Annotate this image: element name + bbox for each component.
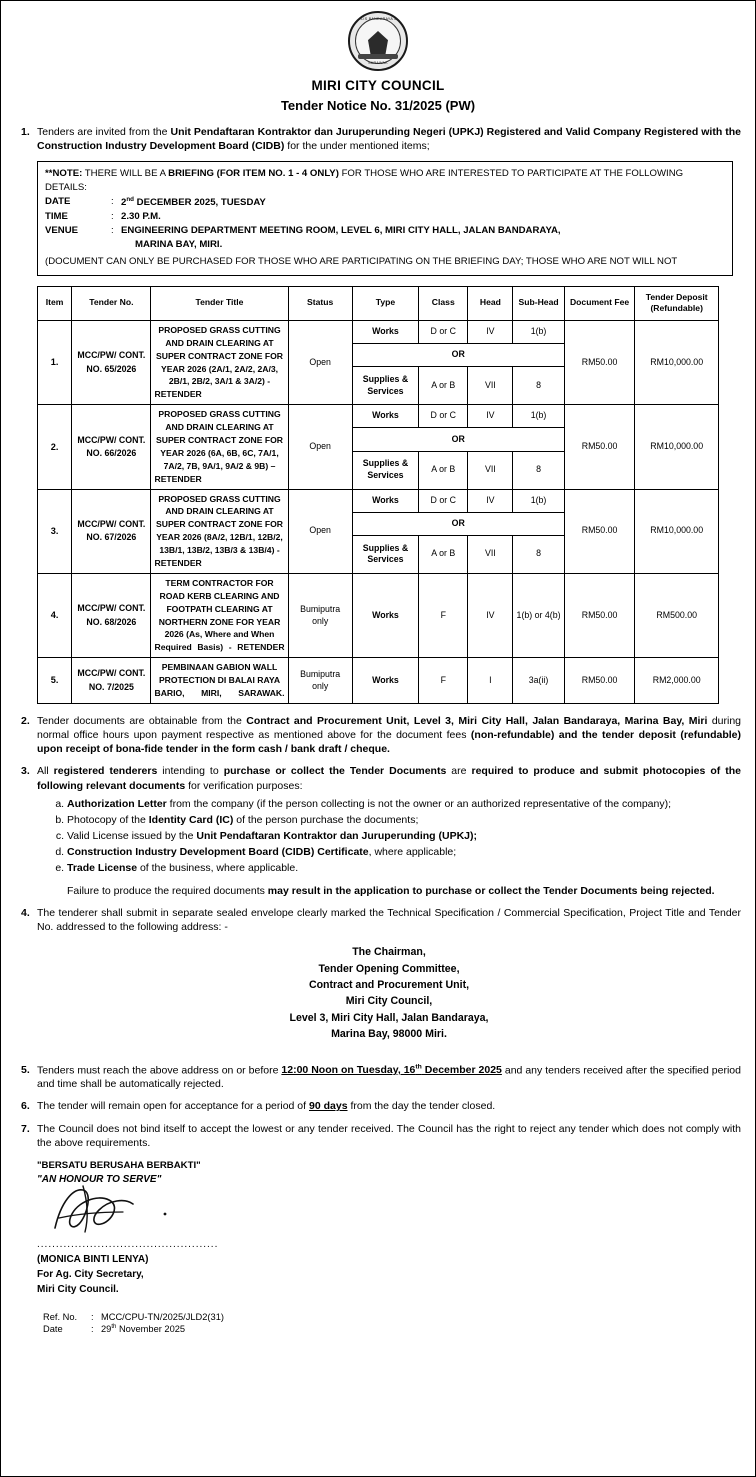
col-class: Class bbox=[419, 286, 468, 320]
reference-block bbox=[43, 1311, 741, 1336]
tender-items-table bbox=[37, 286, 719, 704]
row3-type-2: Supplies & Services bbox=[352, 535, 418, 573]
row3-item: 3. bbox=[38, 489, 72, 573]
clause-3-intro bbox=[37, 764, 741, 792]
failure-text: Failure to produce the required documents bbox=[67, 884, 268, 897]
row4-subhead: 1(b) or 4(b) bbox=[513, 573, 564, 657]
row3-type-1: Works bbox=[352, 489, 418, 512]
row4-class: F bbox=[419, 573, 468, 657]
table-row bbox=[38, 405, 719, 428]
row4-deposit: RM500.00 bbox=[635, 573, 719, 657]
row1-tender-no: MCC/PW/ CONT. NO. 65/2026 bbox=[72, 320, 151, 404]
row5-head: I bbox=[468, 658, 513, 704]
row4-title: TERM CONTRACTOR FOR ROAD KERB CLEARING AND FOOTPATH CLEARING AT NORTHERN ZONE FOR YEAR 2026 (As, Where and When Required Basis) - RETENDER bbox=[151, 573, 288, 657]
clause-2-bold-a: Contract and Procurement Unit, Level 3, Miri City Hall, Jalan Bandaraya, Marina Bay, Miri bbox=[246, 714, 708, 727]
clause-6-t2: from the day the tender closed. bbox=[347, 1100, 496, 1113]
council-logo-wrap bbox=[15, 11, 741, 71]
row5-title: PEMBINAAN GABION WALL PROTECTION DI BALAI RAYA BARIO, MIRI, SARAWAK. bbox=[151, 658, 288, 704]
doc-e-rest: of the business, where applicable. bbox=[137, 862, 299, 875]
clause-5-t1: Tenders must reach the above address on or before bbox=[37, 1064, 282, 1077]
date-colon: : bbox=[91, 1324, 94, 1335]
table-row bbox=[38, 489, 719, 512]
note-time-label: TIME bbox=[45, 211, 68, 223]
row2-status: Open bbox=[288, 405, 352, 489]
signatory-title-2: Miri City Council. bbox=[37, 1283, 119, 1295]
clause-1-text-b: for the under mentioned items; bbox=[284, 139, 430, 152]
clause-3-failure-note bbox=[67, 884, 741, 898]
council-seal-icon bbox=[348, 11, 408, 71]
row4-fee: RM50.00 bbox=[564, 573, 635, 657]
row1-type-1: Works bbox=[352, 320, 418, 343]
note-date-sup: nd bbox=[126, 195, 134, 203]
failure-bold: may result in the application to purchase or collect the Tender Documents being rejected. bbox=[267, 884, 715, 897]
clause-3-number: 3. bbox=[21, 765, 30, 778]
row5-status: Bumiputra only bbox=[288, 658, 352, 704]
row2-type-1: Works bbox=[352, 405, 418, 428]
clause-1-text-a: Tenders are invited from the bbox=[37, 125, 171, 138]
clause-3-t3: are bbox=[446, 765, 472, 778]
seal-bottom-text: SARAWAK bbox=[368, 61, 388, 66]
clause-4-number: 4. bbox=[21, 906, 30, 919]
clause-6-t1: The tender will remain open for acceptance for a period of bbox=[37, 1100, 309, 1113]
signatory-title-1: For Ag. City Secretary, bbox=[37, 1268, 144, 1280]
row4-head: IV bbox=[468, 573, 513, 657]
address-line-1: The Chairman, bbox=[352, 946, 426, 959]
table-header-row bbox=[38, 286, 719, 320]
row1-head-2: VII bbox=[468, 367, 513, 405]
submission-address bbox=[37, 944, 741, 1042]
clause-2-text-a: Tender documents are obtainable from the bbox=[37, 714, 247, 727]
clause-3-t1: All bbox=[37, 765, 54, 778]
col-head: Head bbox=[468, 286, 513, 320]
reference-row bbox=[43, 1311, 741, 1324]
list-item bbox=[67, 861, 741, 875]
list-item bbox=[67, 845, 741, 859]
row2-class-1: D or C bbox=[419, 405, 468, 428]
col-subhead: Sub-Head bbox=[513, 286, 564, 320]
clause-2-bold-b: (non-refundable) and the tender deposit (refundable) upon receipt of bona-fide tender in the form cash / bank draft / cheque. bbox=[37, 729, 741, 756]
clause-3-b2: purchase or collect the Tender Documents bbox=[223, 765, 447, 778]
row3-head-1: IV bbox=[468, 489, 513, 512]
col-tender-deposit: Tender Deposit (Refundable) bbox=[635, 286, 719, 320]
row2-fee: RM50.00 bbox=[564, 405, 635, 489]
date-value-pre: 29 bbox=[101, 1324, 112, 1335]
row3-fee: RM50.00 bbox=[564, 489, 635, 573]
row1-fee: RM50.00 bbox=[564, 320, 635, 404]
note-time-colon: : bbox=[111, 211, 114, 223]
row3-subhead-1: 1(b) bbox=[513, 489, 564, 512]
clause-1-number: 1. bbox=[21, 125, 30, 138]
row5-subhead: 3a(ii) bbox=[513, 658, 564, 704]
date-value-sup: th bbox=[111, 1324, 117, 1331]
row5-tender-no: MCC/PW/ CONT. NO. 7/2025 bbox=[72, 658, 151, 704]
doc-c-pre: Valid License issued by the bbox=[67, 830, 197, 843]
row2-item: 2. bbox=[38, 405, 72, 489]
handwritten-signature bbox=[37, 1186, 227, 1238]
row1-title: PROPOSED GRASS CUTTING AND DRAIN CLEARING AT SUPER CONTRACT ZONE FOR YEAR 2026 (2A/1, 2A/2, 2A/3, 2B/1, 2B/2, 3A/1 & 3A/2) - RETENDER bbox=[151, 320, 288, 404]
row2-tender-no: MCC/PW/ CONT. NO. 66/2026 bbox=[72, 405, 151, 489]
clause-2-text-b: during normal office hours upon payment respective as mentioned above for the document fees bbox=[37, 714, 742, 742]
doc-b-bold: Identity Card (IC) bbox=[148, 813, 234, 826]
row1-status: Open bbox=[288, 320, 352, 404]
row2-subhead-1: 1(b) bbox=[513, 405, 564, 428]
row2-deposit: RM10,000.00 bbox=[635, 405, 719, 489]
clause-1-bold: Unit Pendaftaran Kontraktor dan Juruperunding Negeri (UPKJ) Registered and Valid Company Registered with the Construction Industry Development Board (CIDB) bbox=[37, 125, 741, 152]
deadline-sup: th bbox=[415, 1063, 422, 1071]
signature-block bbox=[15, 1160, 741, 1297]
row1-item: 1. bbox=[38, 320, 72, 404]
row3-deposit: RM10,000.00 bbox=[635, 489, 719, 573]
list-item bbox=[67, 813, 741, 827]
clause-4 bbox=[15, 906, 741, 1055]
col-type: Type bbox=[352, 286, 418, 320]
row5-class: F bbox=[419, 658, 468, 704]
clause-1 bbox=[15, 125, 741, 153]
clause-2 bbox=[15, 714, 741, 757]
note-row-time bbox=[45, 210, 725, 224]
ref-label: Ref. No. bbox=[43, 1311, 78, 1322]
date-label: Date bbox=[43, 1324, 63, 1335]
note-venue-value-2: MARINA BAY, MIRI. bbox=[135, 238, 223, 250]
row4-status: Bumiputra only bbox=[288, 573, 352, 657]
clause-7-text: The Council does not bind itself to accept the lowest or any tender received. The Council has the right to reject any tender which does not comply with the above requirements. bbox=[37, 1122, 741, 1149]
note-row-venue bbox=[45, 224, 725, 252]
row4-type: Works bbox=[352, 573, 418, 657]
doc-a-bold: Authorization Letter bbox=[67, 797, 167, 810]
row2-or: OR bbox=[352, 428, 564, 451]
note-venue-label: VENUE bbox=[45, 224, 79, 236]
ref-colon: : bbox=[91, 1311, 94, 1322]
row2-type-2: Supplies & Services bbox=[352, 451, 418, 489]
row1-subhead-1: 1(b) bbox=[513, 320, 564, 343]
row3-class-2: A or B bbox=[419, 535, 468, 573]
signatory-name: (MONICA BINTI LENYA) bbox=[37, 1253, 149, 1265]
doc-a-rest: from the company (if the person collecting is not the owner or an authorized representative of the company); bbox=[166, 797, 672, 810]
row2-class-2: A or B bbox=[419, 451, 468, 489]
doc-d-bold: Construction Industry Development Board (CIDB) Certificate bbox=[67, 846, 369, 859]
col-status: Status bbox=[288, 286, 352, 320]
col-document-fee: Document Fee bbox=[564, 286, 635, 320]
table-row bbox=[38, 320, 719, 343]
clause-3-b1: registered tenderers bbox=[53, 765, 158, 778]
note-date-value-post: DECEMBER 2025, TUESDAY bbox=[133, 197, 266, 209]
note-text-a: THERE WILL BE A bbox=[82, 168, 169, 180]
deadline-post: December 2025 bbox=[421, 1064, 502, 1077]
clause-4-text: The tenderer shall submit in separate sealed envelope clearly marked the Technical Specification / Commercial Specification, Project Title and Tender No. addressed to the following address: - bbox=[37, 906, 741, 933]
col-item: Item bbox=[38, 286, 72, 320]
row4-tender-no: MCC/PW/ CONT. NO. 68/2026 bbox=[72, 573, 151, 657]
note-venue-colon: : bbox=[111, 224, 114, 236]
council-name: MIRI CITY COUNCIL bbox=[311, 78, 445, 93]
row1-class-2: A or B bbox=[419, 367, 468, 405]
row2-head-1: IV bbox=[468, 405, 513, 428]
address-line-6: Marina Bay, 98000 Miri. bbox=[331, 1028, 447, 1041]
doc-c-bold: Unit Pendaftaran Kontraktor dan Juruperunding (UPKJ); bbox=[196, 830, 477, 843]
row1-deposit: RM10,000.00 bbox=[635, 320, 719, 404]
row1-type-2: Supplies & Services bbox=[352, 367, 418, 405]
note-row-date bbox=[45, 195, 725, 210]
date-row bbox=[43, 1323, 741, 1336]
doc-e-bold: Trade License bbox=[67, 862, 138, 875]
row1-or: OR bbox=[352, 344, 564, 367]
row5-fee: RM50.00 bbox=[564, 658, 635, 704]
clause-5-number: 5. bbox=[21, 1063, 30, 1076]
note-venue-value: ENGINEERING DEPARTMENT MEETING ROOM, LEVEL 6, MIRI CITY HALL, JALAN BANDARAYA, bbox=[121, 224, 561, 236]
clause-3 bbox=[15, 764, 741, 897]
clause-5 bbox=[15, 1063, 741, 1092]
clause-6 bbox=[15, 1099, 741, 1113]
note-label: **NOTE: bbox=[45, 168, 83, 180]
row1-subhead-2: 8 bbox=[513, 367, 564, 405]
note-footer: (DOCUMENT CAN ONLY BE PURCHASED FOR THOSE WHO ARE PARTICIPATING ON THE BRIEFING DAY; THOSE WHO ARE NOT WILL NOT bbox=[45, 255, 678, 267]
row5-type: Works bbox=[352, 658, 418, 704]
list-item bbox=[67, 829, 741, 843]
clause-3-t4: for verification purposes: bbox=[185, 779, 303, 792]
note-briefing-bold: BRIEFING (FOR ITEM NO. 1 - 4 ONLY) bbox=[168, 168, 339, 180]
doc-b-pre: Photocopy of the bbox=[67, 813, 149, 826]
validity-period: 90 days bbox=[309, 1100, 348, 1113]
clause-6-number: 6. bbox=[21, 1100, 30, 1113]
note-date-colon: : bbox=[111, 195, 114, 207]
clause-5-t2: and any tenders received after the specified period and time shall be automatically rejected. bbox=[37, 1064, 741, 1091]
row3-status: Open bbox=[288, 489, 352, 573]
ref-value: MCC/CPU-TN/2025/JLD2(31) bbox=[101, 1311, 224, 1322]
briefing-note-box bbox=[37, 161, 733, 276]
slogan-malay: "BERSATU BERUSAHA BERBAKTI" bbox=[37, 1159, 201, 1171]
clause-3-t2: intending to bbox=[157, 765, 224, 778]
doc-d-rest: , where applicable; bbox=[368, 846, 457, 859]
note-line-1 bbox=[45, 167, 725, 195]
address-line-3: Contract and Procurement Unit, bbox=[308, 978, 470, 991]
row5-item: 5. bbox=[38, 658, 72, 704]
address-line-5: Level 3, Miri City Hall, Jalan Bandaraya, bbox=[289, 1011, 489, 1024]
note-time-value: 2.30 P.M. bbox=[121, 211, 161, 223]
row3-class-1: D or C bbox=[419, 489, 468, 512]
row2-title: PROPOSED GRASS CUTTING AND DRAIN CLEARING AT SUPER CONTRACT ZONE FOR YEAR 2026 (6A, 6B, 6C, 7A/1, 7A/2, 7B, 9A/1, 9A/2 & 9B) – RETENDER bbox=[151, 405, 288, 489]
seal-top-text: MAJLIS BANDARAYA MIRI bbox=[353, 17, 403, 21]
date-value-post: November 2025 bbox=[116, 1324, 186, 1335]
row3-tender-no: MCC/PW/ CONT. NO. 67/2026 bbox=[72, 489, 151, 573]
note-date-label: DATE bbox=[45, 195, 71, 207]
row3-or: OR bbox=[352, 512, 564, 535]
row3-subhead-2: 8 bbox=[513, 535, 564, 573]
row3-head-2: VII bbox=[468, 535, 513, 573]
address-line-2: Tender Opening Committee, bbox=[318, 962, 460, 975]
row2-head-2: VII bbox=[468, 451, 513, 489]
signature-dotted-line: ................................................ bbox=[37, 1239, 219, 1251]
row2-subhead-2: 8 bbox=[513, 451, 564, 489]
note-date-value: 2 bbox=[121, 197, 127, 209]
clause-2-number: 2. bbox=[21, 714, 30, 727]
row4-item: 4. bbox=[38, 573, 72, 657]
clause-3-b3: required to produce and submit photocopies of the following relevant documents bbox=[37, 765, 741, 792]
doc-b-rest: of the person purchase the documents; bbox=[233, 813, 419, 826]
row5-deposit: RM2,000.00 bbox=[635, 658, 719, 704]
clause-7 bbox=[15, 1122, 741, 1150]
table-row bbox=[38, 658, 719, 704]
row3-title: PROPOSED GRASS CUTTING AND DRAIN CLEARING AT SUPER CONTRACT ZONE FOR YEAR 2026 (8A/2, 12B/1, 12B/2, 13B/1, 13B/2, 13B/3 & 13B/4) - RETENDER bbox=[151, 489, 288, 573]
slogan-english: "AN HONOUR TO SERVE" bbox=[37, 1173, 162, 1185]
page-title: Tender Notice No. 31/2025 (PW) bbox=[280, 98, 476, 114]
clause-7-number: 7. bbox=[21, 1122, 30, 1135]
row1-head-1: IV bbox=[468, 320, 513, 343]
list-item bbox=[67, 797, 741, 811]
col-tender-no: Tender No. bbox=[72, 286, 151, 320]
deadline-text: 12:00 Noon on Tuesday, 16 bbox=[281, 1064, 416, 1077]
row1-class-1: D or C bbox=[419, 320, 468, 343]
col-tender-title: Tender Title bbox=[151, 286, 288, 320]
address-line-4: Miri City Council, bbox=[345, 995, 433, 1008]
table-row bbox=[38, 573, 719, 657]
clause-3-list bbox=[37, 797, 741, 876]
note-text-b: FOR THOSE WHO ARE INTERESTED TO PARTICIPATE AT THE FOLLOWING DETAILS: bbox=[45, 168, 684, 194]
